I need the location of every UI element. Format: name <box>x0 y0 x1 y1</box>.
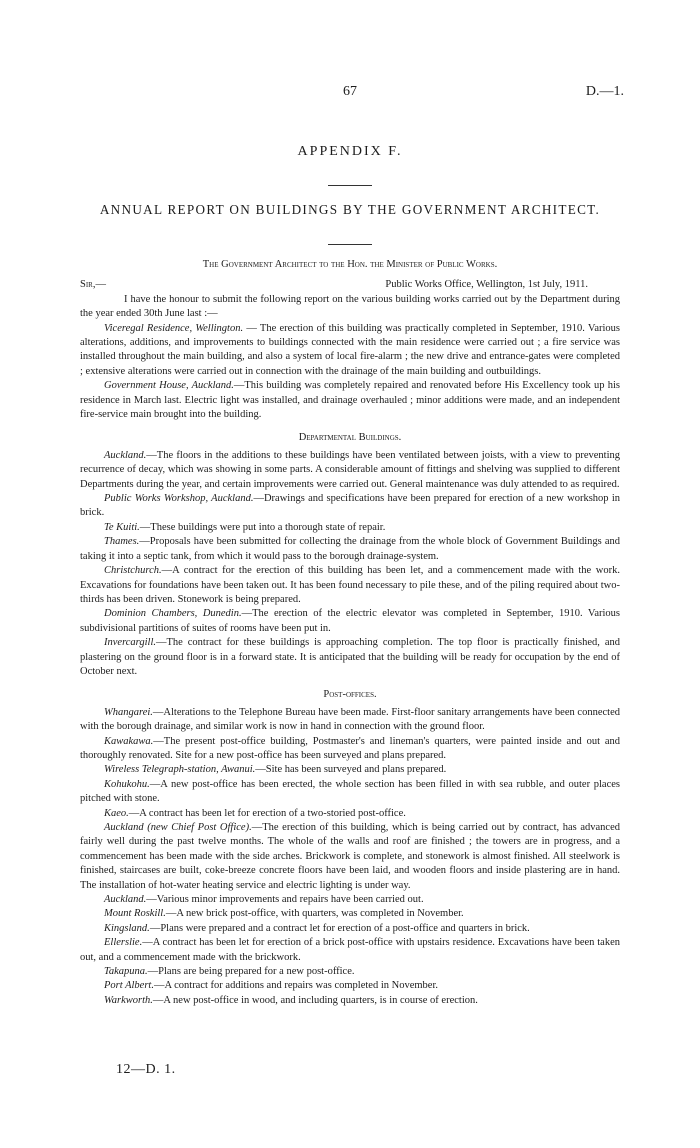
place-name: Te Kuiti. <box>104 521 140 533</box>
paragraph-item: Takapuna.—Plans are being prepared for a new post-office. <box>104 966 355 978</box>
paragraph-item: Whangarei.—Alterations to the Telephone Bureau have been made. First-floor sanitary arrangements have been connected with the borough drainage, and similar work is now in hand in connection with the ground floor. <box>80 706 620 733</box>
paragraph-item: Kaeo.—A contract has been let for erection of a two-storied post-office. <box>104 807 406 819</box>
paragraph-item: Invercargill.—The contract for these buildings is approaching completion. The top floor is practically finished, and plastering on the ground floor is in a forward state. It is anticipated that the building will be ready for occupation by the end of October next. <box>80 637 620 677</box>
page-footer-signature: 12—D. 1. <box>116 1062 176 1077</box>
place-name: Auckland. <box>104 894 147 906</box>
address-line: The Government Architect to the Hon. the Minister of Public Works. <box>202 259 498 270</box>
place-name: Invercargill. <box>104 637 156 649</box>
appendix-heading: APPENDIX F. <box>297 144 403 159</box>
report-body <box>80 258 620 1008</box>
place-name: Viceregal Residence, Wellington. <box>104 322 244 334</box>
place-name: Mount Roskill. <box>104 908 166 920</box>
paragraph-item: Port Albert.—A contract for additions and repairs was completed in November. <box>104 980 438 992</box>
intro-paragraph: I have the honour to submit the following report on the various building works carried out by the Department during the year ended 30th June last :— <box>80 293 620 320</box>
paragraph-item: Dominion Chambers, Dunedin.—The erection of the electric elevator was completed in September, 1910. Various subdivisional partitions of suites of rooms have been put in. <box>80 608 620 634</box>
paragraph-item: Public Works Workshop, Auckland.—Drawings and specifications have been prepared for erection of a new workshop in brick. <box>80 493 621 519</box>
place-name: Public Works Workshop, Auckland. <box>104 493 254 505</box>
paragraph-item: Kawakawa.—The present post-office building, Postmaster's and lineman's quarters, were painted inside and out and thoroughly renovated. Site for a new post-office has been surveyed and plans prepared. <box>80 735 620 761</box>
paragraph-item: Thames.—Proposals have been submitted for collecting the drainage from the whole block of Government Buildings and taking it into a septic tank, from which it would pass to the borough drainage-system. <box>80 536 620 562</box>
paragraph-item: Auckland (new Chief Post Office).—The erection of this building, which is being carried out by contract, has advanced fairly well during the past twelve months. The whole of the walls and roof are finished ; the towers are in progress, and a commencement has been made with the side arches. Brickwork is complete, and stonework is almost finished. All steelwork is finished, staircases are built, coke-breeze concrete floors have been laid, and wooden floors and inside plastering are in hand. The installation of hot-water heating service and electric lighting is under way. <box>80 822 620 891</box>
place-name: Whangarei. <box>104 706 153 718</box>
salutation: Sir,— <box>80 279 106 291</box>
document-reference: D.—1. <box>585 84 624 99</box>
paragraph-item: Ellerslie.—A contract has been let for erection of a brick post-office with upstairs residence. Excavations have been taken out, and a commencement made with the brickwork. <box>80 937 620 963</box>
place-name: Kawakawa. <box>104 735 154 747</box>
salutation-line <box>80 278 620 292</box>
place-name: Ellerslie. <box>104 937 143 949</box>
place-name: Dominion Chambers, Dunedin. <box>104 608 242 620</box>
divider-rule <box>328 185 372 186</box>
paragraph-viceregal: Viceregal Residence, Wellington. — The erection of this building was practically completed in September, 1910. Various alterations, additions, and improvements to buildings connected with the main residence were carried out ; a fire service was installed throughout the main building, and also a system of local fire-alarm ; the new drive and entrance-gates were completed ; extensive alterations were carried out in connection with the drainage of the main building and outbuildings. <box>80 322 620 377</box>
place-name: Kingsland. <box>104 922 150 934</box>
paragraph-item: Te Kuiti.—These buildings were put into a thorough state of repair. <box>104 521 386 533</box>
report-title: ANNUAL REPORT ON BUILDINGS BY THE GOVERNMENT ARCHITECT. <box>99 202 601 217</box>
paragraph-item: Wireless Telegraph-station, Awanui.—Site has been surveyed and plans prepared. <box>104 764 447 776</box>
place-name: Kaeo. <box>104 807 129 819</box>
paragraph-item: Kingsland.—Plans were prepared and a contract let for erection of a post-office and quarters in brick. <box>104 922 530 934</box>
divider-rule <box>328 244 372 245</box>
place-name: Christchurch. <box>104 565 162 577</box>
place-name: Thames. <box>104 536 140 548</box>
place-name: Port Albert. <box>104 980 154 992</box>
paragraph-item: Warkworth.—A new post-office in wood, and including quarters, is in course of erection. <box>104 994 478 1006</box>
paragraph-item: Auckland.—Various minor improvements and repairs have been carried out. <box>104 894 424 906</box>
place-name: Warkworth. <box>104 994 153 1006</box>
section-heading-post-offices: Post-offices. <box>323 689 377 701</box>
paragraph-item: Mount Roskill.—A new brick post-office, with quarters, was completed in November. <box>104 908 464 920</box>
place-name: Kohukohu. <box>104 778 150 790</box>
place-name: Takapuna. <box>104 966 148 978</box>
paragraph-government-house: Government House, Auckland.—This building was completely repaired and renovated before His Excellency took up his residence in March last. Electric light was installed, and drainage overhauled ; minor additions were made, and an independent fire-service main brought into the building. <box>80 380 620 421</box>
office-date-line: Public Works Office, Wellington, 1st July, 1911. <box>385 279 588 291</box>
paragraph-item: Auckland.—The floors in the additions to these buildings have been ventilated between joists, with a view to preventing recurrence of decay, which was showing in some parts. A considerable amount of fittings and shelving was supplied to different Departments during the year, and certain improvements were carried out. General maintenance was duly attended to as required. <box>80 449 620 490</box>
place-name: Government House, Auckland. <box>104 380 234 392</box>
paragraph-item: Kohukohu.—A new post-office has been erected, the whole section has been filled in with sea rubble, and outer places pitched with stone. <box>80 778 620 805</box>
place-name: Auckland. <box>104 449 147 461</box>
place-name: Wireless Telegraph-station, Awanui. <box>104 764 256 776</box>
place-name: Auckland (new Chief Post Office). <box>104 822 252 834</box>
page-number: 67 <box>343 84 357 99</box>
section-heading-departmental: Departmental Buildings. <box>298 432 402 444</box>
paragraph-item: Christchurch.—A contract for the erection of this building has been let, and a commencement made with the work. Excavations for foundations have been taken out. It has been found necessary to pile these, and of the piling required about two-thirds has been driven. Stonework is being prepared. <box>80 565 620 605</box>
